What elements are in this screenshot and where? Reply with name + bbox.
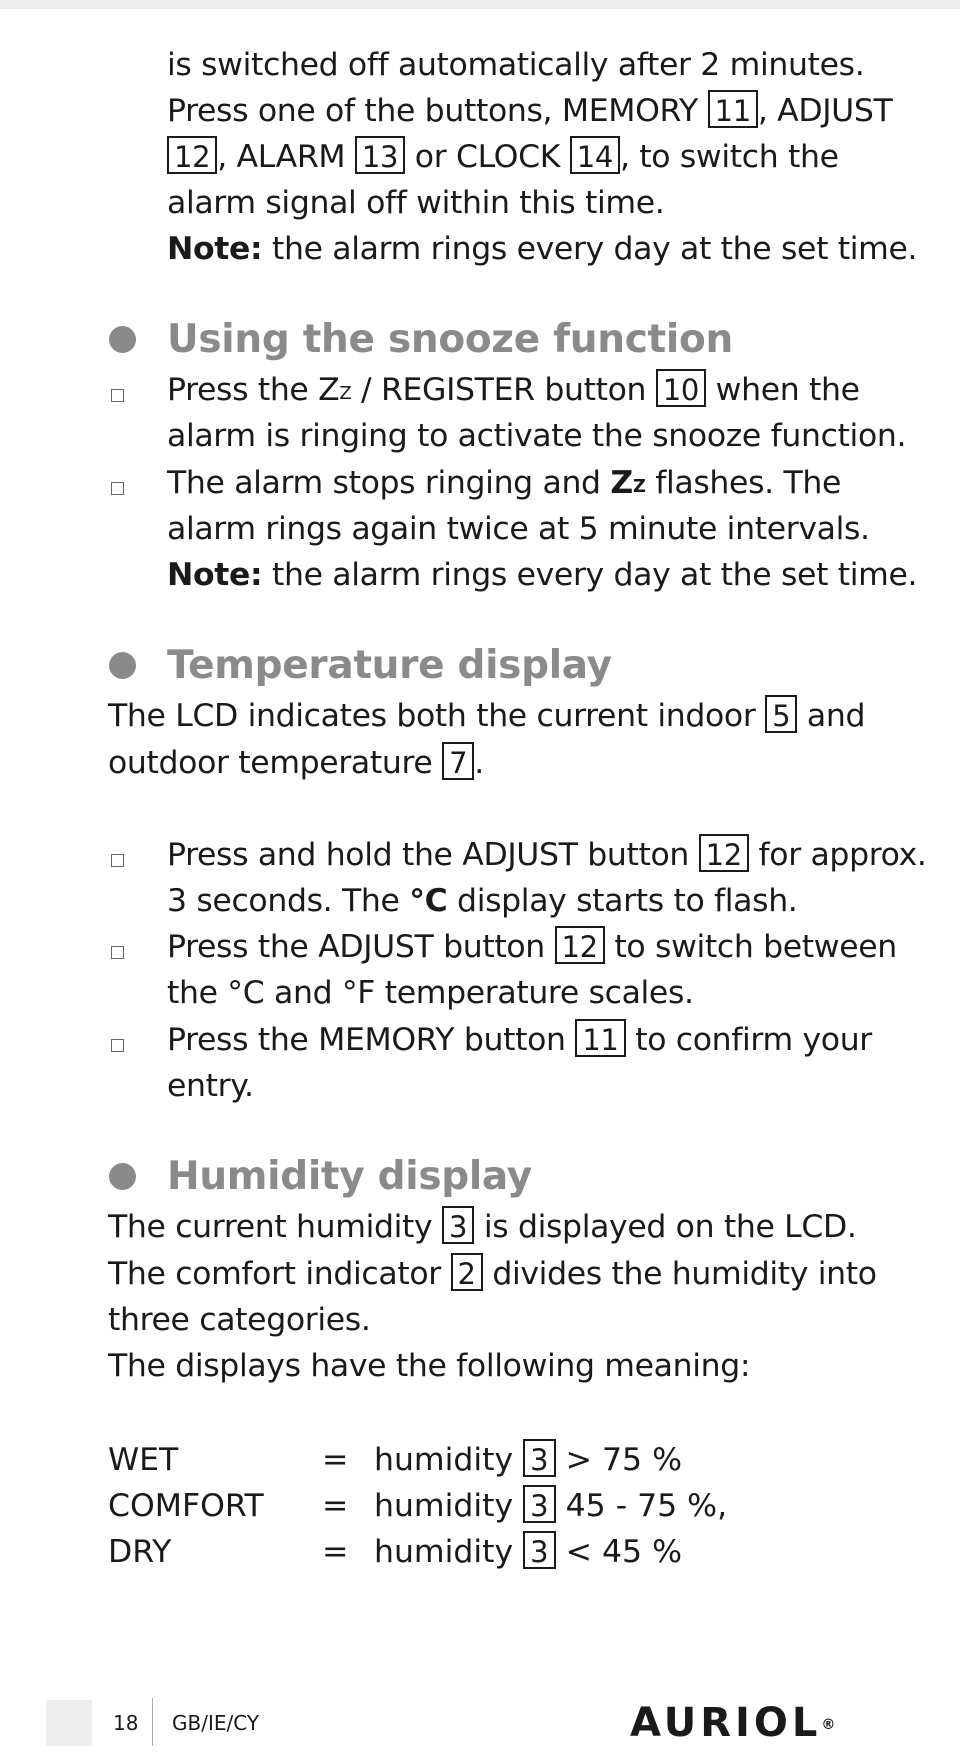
note-line: Note: the alarm rings every day at the set time. [167, 231, 918, 267]
row-label: COMFORT [108, 1488, 264, 1524]
note-label: Note: [167, 231, 263, 267]
text-line: alarm rings again twice at 5 minute intervals. [167, 511, 870, 547]
note-label: Note: [167, 557, 263, 593]
ref-box-adjust: 12 [167, 136, 217, 174]
ref-box-register: 10 [656, 369, 706, 407]
text-line: The current humidity 3 is displayed on the LCD. [108, 1204, 857, 1250]
page-number: 18 [113, 1711, 139, 1735]
heading-bullet-icon [109, 1163, 136, 1190]
snooze-symbol: Z [610, 465, 633, 501]
ref-box-memory: 11 [575, 1019, 625, 1057]
note-line: Note: the alarm rings every day at the set time. [167, 557, 918, 593]
section-heading-snooze: Using the snooze function [167, 317, 733, 362]
page-tab-marker [46, 1700, 92, 1746]
instruction-step: Press the ADJUST button 12 to switch between [167, 924, 897, 970]
instruction-step: Press the $Z^Z$ / REGISTER button 10 when the [167, 367, 860, 413]
heading-bullet-icon [109, 652, 136, 679]
row-value: humidity 3 45 - 75 %, [374, 1483, 727, 1529]
text-line: alarm signal off within this time. [167, 185, 665, 221]
text-line: is switched off automatically after 2 minutes. [167, 47, 865, 83]
section-heading-humidity: Humidity display [167, 1154, 532, 1199]
text-line: The LCD indicates both the current indoor 5 and [108, 693, 865, 739]
ref-box-outdoor: 7 [442, 742, 474, 780]
row-value: humidity 3 > 75 % [374, 1437, 682, 1483]
ref-box-humidity: 3 [523, 1531, 555, 1569]
row-equals: = [322, 1488, 349, 1524]
text-line: outdoor temperature 7 . [108, 740, 484, 786]
checkbox-square-icon [111, 854, 124, 867]
checkbox-square-icon [111, 1039, 124, 1052]
brand-logo: AURIOL® [630, 1700, 836, 1746]
row-value: humidity 3 < 45 % [374, 1529, 682, 1575]
text-line: entry. [167, 1068, 254, 1104]
celsius-symbol: °C [409, 883, 448, 919]
instruction-step: Press the MEMORY button 11 to confirm your [167, 1017, 872, 1063]
ref-box-adjust: 12 [699, 834, 749, 872]
text-line: The displays have the following meaning: [108, 1348, 751, 1384]
instruction-step: Press and hold the ADJUST button 12 for approx. [167, 832, 927, 878]
heading-bullet-icon [109, 326, 136, 353]
checkbox-square-icon [111, 946, 124, 959]
checkbox-square-icon [111, 482, 124, 495]
text-line: 3 seconds. The °C display starts to flash. [167, 883, 798, 919]
text-line: Press one of the buttons, MEMORY 11 , ADJUST [167, 88, 892, 134]
top-edge-bar [0, 0, 960, 9]
section-heading-temperature: Temperature display [167, 643, 612, 688]
ref-box-humidity: 3 [523, 1439, 555, 1477]
text-line: The comfort indicator 2 divides the humidity into [108, 1251, 877, 1297]
ref-box-indoor: 5 [765, 695, 797, 733]
ref-box-memory: 11 [708, 90, 758, 128]
ref-box-adjust: 12 [555, 926, 605, 964]
text-line: the °C and °F temperature scales. [167, 975, 694, 1011]
ref-box-humidity: 3 [523, 1485, 555, 1523]
instruction-step: The alarm stops ringing and $Z^Z$ flashes. The [167, 465, 841, 501]
ref-box-comfort: 2 [451, 1253, 483, 1291]
ref-box-clock: 14 [570, 136, 620, 174]
region-code: GB/IE/CY [172, 1711, 260, 1735]
ref-box-humidity: 3 [442, 1206, 474, 1244]
checkbox-square-icon [111, 389, 124, 402]
footer-divider [152, 1698, 153, 1746]
row-label: WET [108, 1442, 179, 1478]
row-equals: = [322, 1534, 349, 1570]
row-equals: = [322, 1442, 349, 1478]
text-line: alarm is ringing to activate the snooze function. [167, 418, 907, 454]
ref-box-alarm: 13 [355, 136, 405, 174]
row-label: DRY [108, 1534, 172, 1570]
text-line: three categories. [108, 1302, 371, 1338]
text-line: 12 , ALARM 13 or CLOCK 14 , to switch the [167, 134, 839, 180]
